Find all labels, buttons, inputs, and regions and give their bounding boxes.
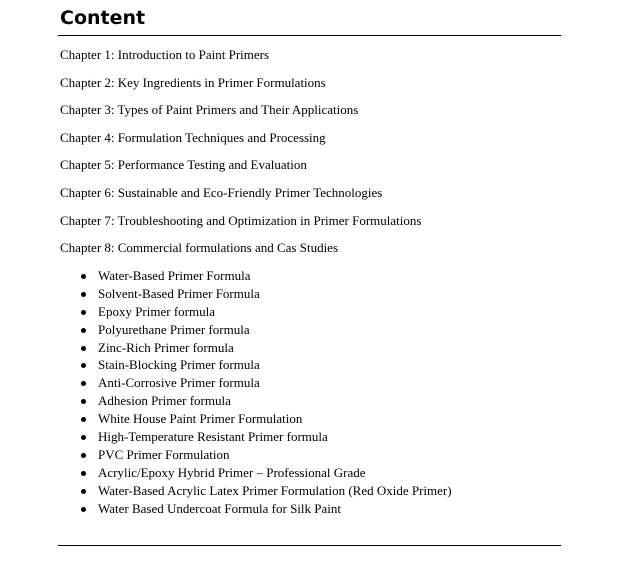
list-item <box>98 428 452 446</box>
list-item-label: Solvent-Based Primer Formula <box>98 285 260 301</box>
list-item-label: Water Based Undercoat Formula for Silk Paint <box>98 500 342 516</box>
list-item <box>98 285 452 303</box>
bullet-icon <box>81 507 86 512</box>
list-item <box>98 303 452 321</box>
list-item-label: White House Paint Primer Formulation <box>98 411 303 427</box>
list-item-label: Zinc-Rich Primer formula <box>98 339 234 355</box>
list-item <box>98 482 452 500</box>
chapter-item: Chapter 5: Performance Testing and Evaluation <box>60 157 307 173</box>
list-item-label: Water-Based Primer Formula <box>98 268 251 283</box>
list-item-label: Polyurethane Primer formula <box>98 321 250 337</box>
chapter-item: Chapter 2: Key Ingredients in Primer Formulations <box>60 74 326 90</box>
page-title: Content <box>60 7 146 29</box>
chapter-list <box>60 45 421 266</box>
list-item-label: High-Temperature Resistant Primer formula <box>98 429 328 445</box>
list-item-label: Stain-Blocking Primer formula <box>98 357 260 373</box>
chapter-item: Chapter 3: Types of Paint Primers and Their Applications <box>60 102 359 118</box>
chapter-item: Chapter 8: Commercial formulations and Cas Studies <box>60 240 339 256</box>
bullet-icon <box>81 346 86 351</box>
formula-list <box>98 267 452 517</box>
list-item-label: Acrylic/Epoxy Hybrid Primer – Professional Grade <box>98 464 366 480</box>
list-item <box>98 339 452 357</box>
chapter-item: Chapter 1: Introduction to Paint Primers <box>60 47 270 62</box>
bullet-icon <box>81 274 86 279</box>
list-item <box>98 410 452 428</box>
bullet-icon <box>81 363 86 368</box>
list-item <box>98 446 452 464</box>
list-item <box>98 464 452 482</box>
bullet-icon <box>81 417 86 422</box>
chapter-item: Chapter 6: Sustainable and Eco-Friendly Primer Technologies <box>60 184 383 200</box>
bottom-divider <box>58 545 561 546</box>
list-item <box>98 356 452 374</box>
bullet-icon <box>81 381 86 386</box>
chapter-item: Chapter 4: Formulation Techniques and Processing <box>60 129 326 145</box>
bullet-icon <box>81 399 86 404</box>
list-item <box>98 392 452 410</box>
list-item-label: PVC Primer Formulation <box>98 446 230 462</box>
bullet-icon <box>81 471 86 476</box>
list-item <box>98 321 452 339</box>
list-item <box>98 267 452 285</box>
top-divider <box>58 35 561 36</box>
list-item-label: Anti-Corrosive Primer formula <box>98 375 260 391</box>
bullet-icon <box>81 489 86 494</box>
list-item-label: Water-Based Acrylic Latex Primer Formulation (Red Oxide Primer) <box>98 482 452 498</box>
bullet-icon <box>81 292 86 297</box>
bullet-icon <box>81 453 86 458</box>
list-item-label: Epoxy Primer formula <box>98 303 215 319</box>
bullet-icon <box>81 435 86 440</box>
list-item <box>98 500 452 518</box>
bullet-icon <box>81 328 86 333</box>
list-item-label: Adhesion Primer formula <box>98 393 231 409</box>
chapter-item: Chapter 7: Troubleshooting and Optimization in Primer Formulations <box>60 212 422 228</box>
bullet-icon <box>81 310 86 315</box>
list-item <box>98 374 452 392</box>
